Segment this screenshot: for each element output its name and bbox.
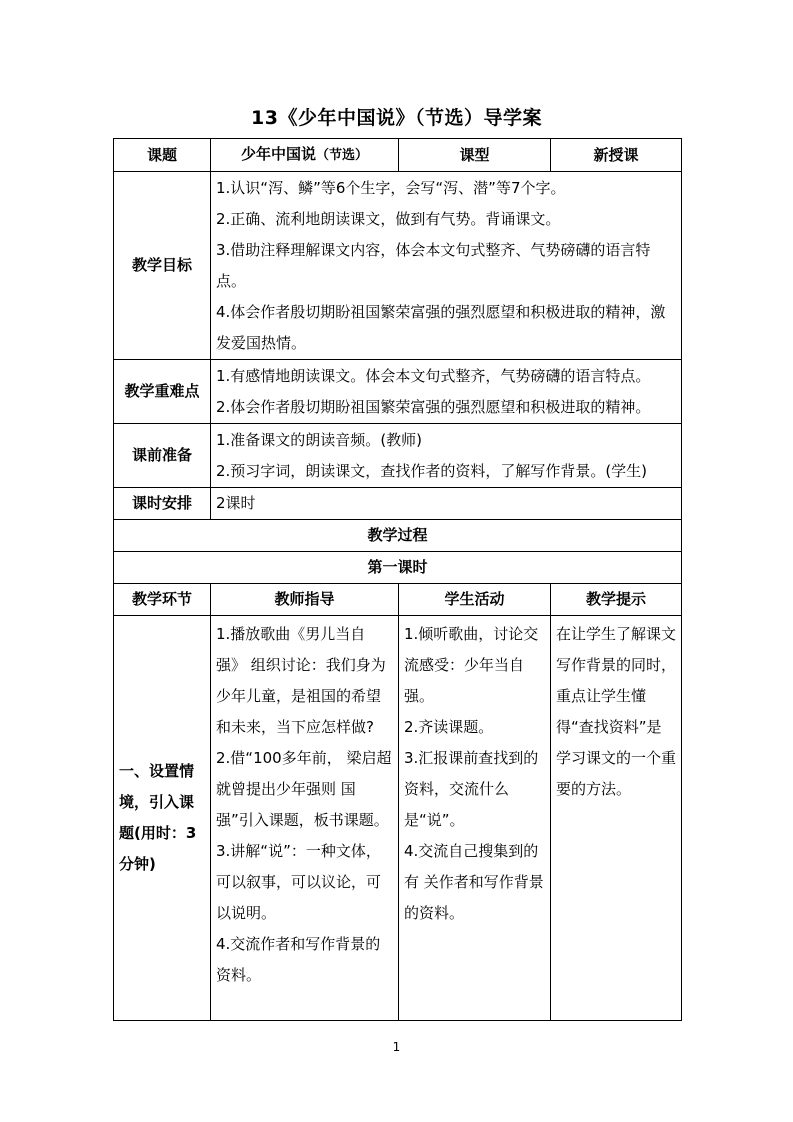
course-row (114, 139, 682, 172)
schedule-row (114, 488, 682, 520)
course-label: 课题 (114, 139, 211, 172)
teacher-item: 1.播放歌曲《男儿当自强》 组织讨论：我们身为少年儿童，是祖国的希望和未来，当下应怎样做? (216, 625, 386, 736)
teacher-item: 2.借“100多年前， 梁启超就曾提出少年强则 国强”引入课题，板书课题。 (216, 749, 392, 829)
key-point-item: 2.体会作者殷切期盼祖国繁荣富强的强烈愿望和积极进取的精神。 (216, 397, 651, 416)
stage-row (114, 616, 682, 1021)
column-header-student: 学生活动 (399, 584, 551, 616)
preparation-item: 1.准备课文的朗读音频。(教师) (216, 430, 423, 449)
goals-content (211, 172, 682, 360)
student-item: 3.汇报课前查找到的资料，交流什么是“说”。 (404, 749, 539, 829)
schedule-label: 课时安排 (114, 488, 211, 520)
key-points-row (114, 360, 682, 424)
course-name-cell (211, 139, 399, 172)
preparation-row (114, 424, 682, 488)
page-title: 13《少年中国说》（节选）导学案 (251, 107, 542, 129)
goal-item: 3.借助注释理解课文内容，体会本文句式整齐、气势磅礴的语言特点。 (216, 240, 651, 290)
lesson-title-row (114, 552, 682, 584)
teacher-guidance (211, 616, 399, 1021)
lesson-title: 第一课时 (114, 552, 682, 584)
column-header-tip: 教学提示 (551, 584, 682, 616)
column-header-stage: 教学环节 (114, 584, 211, 616)
key-points-label: 教学重难点 (114, 360, 211, 424)
goal-item: 1.认识“泻、鳞”等6个生字，会写“泻、潜”等7个字。 (216, 178, 566, 197)
column-header-row (114, 584, 682, 616)
goal-item: 4.体会作者殷切期盼祖国繁荣富强的强烈愿望和积极进取的精神，激发爱国热情。 (216, 302, 666, 352)
schedule-value: 2课时 (211, 488, 682, 520)
process-title: 教学过程 (114, 520, 682, 552)
student-item: 4.交流自己搜集到的有 关作者和写作背景的资料。 (404, 842, 544, 922)
type-label: 课型 (399, 139, 551, 172)
teaching-tip: 在让学生了解课文写作背景的同时，重点让学生懂得“查找资料”是学习课文的一个重要的方法。 (551, 616, 682, 1021)
column-header-teacher: 教师指导 (211, 584, 399, 616)
student-activity (399, 616, 551, 1021)
goals-row (114, 172, 682, 360)
preparation-content (211, 424, 682, 488)
preparation-label: 课前准备 (114, 424, 211, 488)
student-item: 2.齐读课题。 (404, 718, 494, 736)
page-number: 1 (392, 1040, 401, 1054)
teacher-item: 4.交流作者和写作背景的资料。 (216, 935, 381, 984)
key-point-item: 1.有感情地朗读课文。体会本文句式整齐，气势磅礴的语言特点。 (216, 366, 651, 385)
student-item: 1.倾听歌曲，讨论交流感受：少年当自强。 (404, 625, 539, 705)
preparation-item: 2.预习字词，朗读课文，查找作者的资料，了解写作背景。(学生) (216, 461, 648, 480)
goals-label: 教学目标 (114, 172, 211, 360)
stage-name: 一、设置情境，引入课题(用时：3分钟) (114, 616, 211, 1021)
teacher-item: 3.讲解“说”：一种文体，可以叙事，可以议论，可以说明。 (216, 842, 382, 922)
course-name: 少年中国说 (240, 145, 316, 163)
type-value: 新授课 (551, 139, 682, 172)
goal-item: 2.正确、流利地朗读课文，做到有气势。背诵课文。 (216, 209, 561, 228)
course-name-suffix: （节选） (316, 148, 369, 163)
key-points-content (211, 360, 682, 424)
process-title-row (114, 520, 682, 552)
lesson-plan-table (113, 138, 682, 1021)
